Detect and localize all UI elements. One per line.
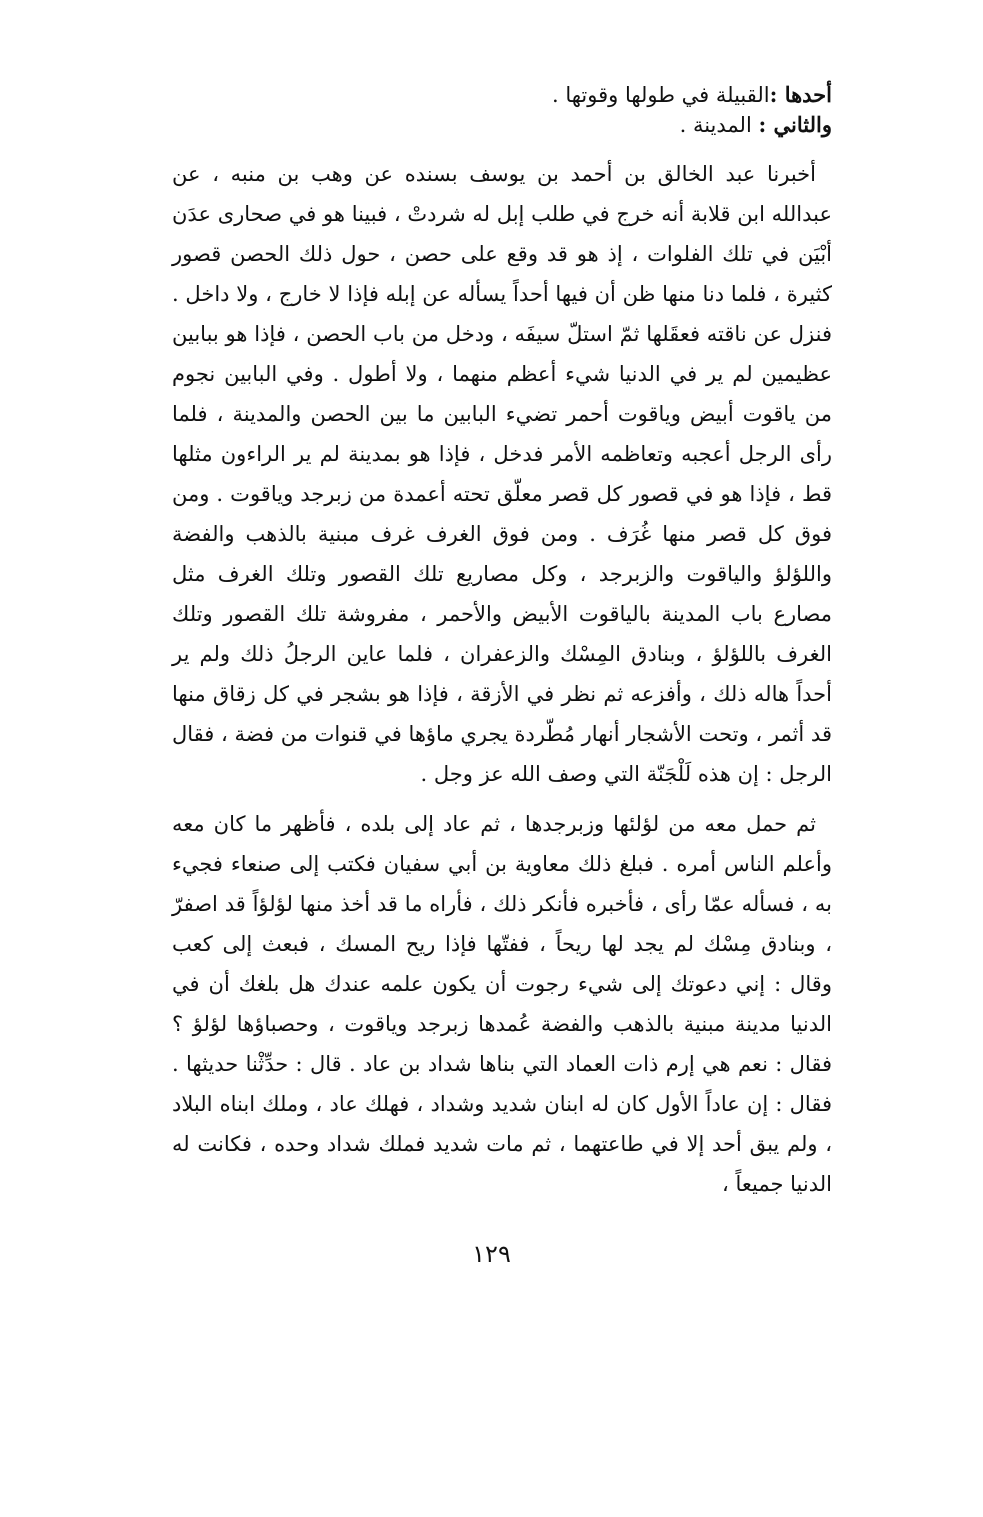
definition-text: القبيلة في طولها وقوتها . bbox=[551, 83, 770, 107]
definition-term: والثاني : bbox=[758, 112, 832, 137]
page-text bbox=[172, 80, 832, 1204]
definition-first bbox=[172, 80, 832, 110]
paragraph-2: ثم حمل معه من لؤلئها وزبرجدها ، ثم عاد إلى بلده ، فأظهر ما كان معه وأعلم الناس أمره . فبلغ ذلك معاوية بن أبي سفيان فكتب إلى صنعاء فجيء به ، فسأله عمّا رأى ، فأخبره فأنكر ذلك ، فأراه ما قد أخذ منها لؤلؤاً قد اصفرّ ، وبنادق مِسْك لم يجد لها ريحاً ، ففتّها فإذا ريح المسك ، فبعث إلى كعب وقال : إني دعوتك إلى شيء رجوت أن يكون علمه عندك هل بلغك أن في الدنيا مدينة مبنية بالذهب والفضة عُمدها زبرجد وياقوت ، وحصباؤها لؤلؤ ؟ فقال : نعم هي إرم ذات العماد التي بناها شداد بن عاد . قال : حدِّثْنا حديثها . فقال : إن عاداً الأول كان له ابنان شديد وشداد ، فهلك عاد ، وملك ابناه البلاد ، ولم يبق أحد إلا في طاعتهما ، ثم مات شديد فملك شداد وحده ، فكانت له الدنيا جميعاً ، bbox=[172, 812, 832, 1196]
definition-term: أحدها : bbox=[769, 82, 832, 107]
paragraph-1: أخبرنا عبد الخالق بن أحمد بن يوسف بسنده عن وهب بن منبه ، عن عبدالله ابن قلابة أنه خرج في طلب إبل له شردتْ ، فبينا هو في صحارى عدَن أبْيَن في تلك الفلوات ، إذ هو قد وقع على حصن ، حول ذلك الحصن قصور كثيرة ، فلما دنا منها ظن أن فيها أحداً يسأله عن إبله فإذا لا خارج ، ولا داخل . فنزل عن ناقته فعقَلها ثمّ استلّ سيفَه ، ودخل من باب الحصن ، فإذا هو ببابين عظيمين لم ير في الدنيا شيء أعظم منهما ، ولا أطول . وفي البابين نجوم من ياقوت أبيض وياقوت أحمر تضيء البابين ما بين الحصن والمدينة ، فلما رأى الرجل أعجبه وتعاظمه الأمر فدخل ، فإذا هو بمدينة لم ير الراءون مثلها قط ، فإذا هو في قصور كل قصر معلّق تحته أعمدة من زبرجد وياقوت . ومن فوق كل قصر منها غُرَف . ومن فوق الغرف غرف مبنية بالذهب والفضة واللؤلؤ والياقوت والزبرجد ، وكل مصاريع تلك القصور وتلك الغرف مثل مصارع باب المدينة بالياقوت الأبيض والأحمر ، مفروشة تلك القصور وتلك الغرف باللؤلؤ ، وبنادق المِسْك والزعفران ، فلما عاين الرجلُ ذلك ولم ير أحداً هاله ذلك ، وأفزعه ثم نظر في الأزقة ، فإذا هو بشجر في كل زقاق منها قد أثمر ، وتحت الأشجار أنهار مُطّردة يجري ماؤها في قنوات من فضة ، فقال الرجل : إن هذه لَلْجَنّة التي وصف الله عز وجل . bbox=[172, 162, 832, 786]
definition-text: المدينة . bbox=[679, 113, 759, 137]
definition-second bbox=[172, 110, 832, 140]
page-number: ١٢٩ bbox=[472, 1240, 511, 1268]
